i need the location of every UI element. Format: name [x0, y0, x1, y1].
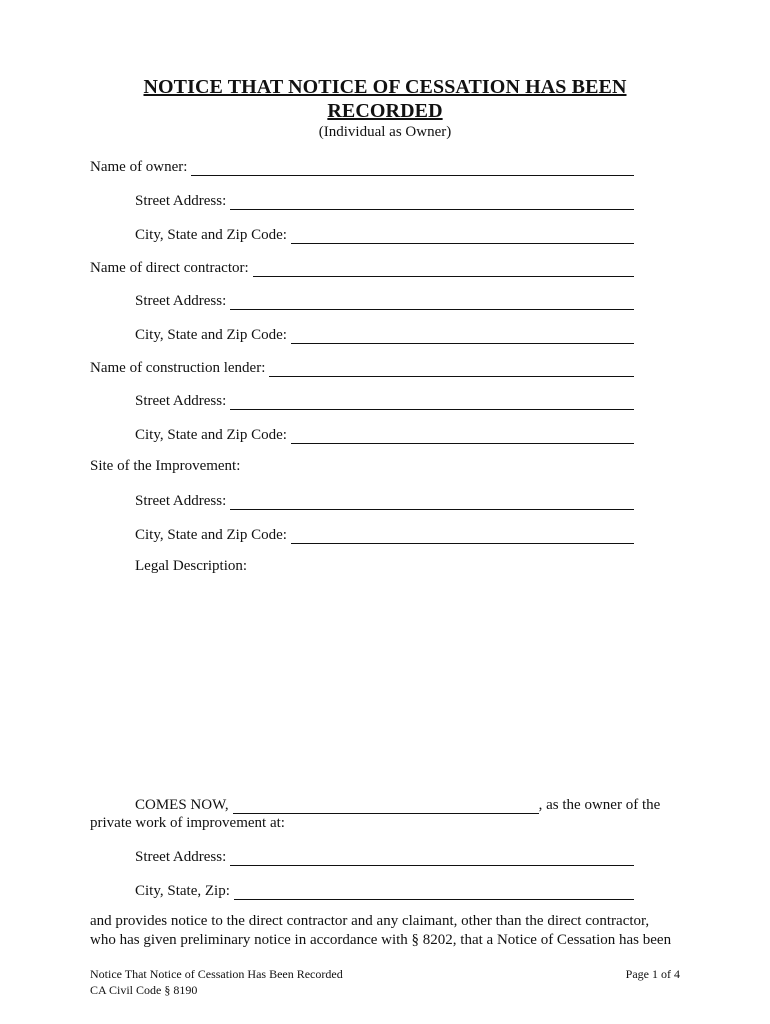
legal-description-area[interactable] [135, 582, 634, 782]
document-title-line2: RECORDED [327, 100, 443, 122]
site-street-field[interactable] [230, 494, 634, 510]
site-city-field[interactable] [291, 528, 634, 544]
owner-street-field[interactable] [230, 194, 634, 210]
notice-paragraph-line1: and provides notice to the direct contractor and any claimant, other than the direct contractor, [90, 913, 650, 929]
site-heading: Site of the Improvement: [90, 458, 241, 474]
contractor-city-label: City, State and Zip Code: [135, 327, 287, 343]
contractor-street-label: Street Address: [135, 293, 227, 309]
footer-doc-name: Notice That Notice of Cessation Has Been Recorded [90, 967, 343, 981]
improvement-street-row [135, 844, 634, 866]
lender-street-label: Street Address: [135, 393, 227, 409]
owner-street-row [135, 188, 634, 210]
document-title-line1: NOTICE THAT NOTICE OF CESSATION HAS BEEN [143, 76, 627, 98]
lender-city-row [135, 422, 634, 444]
site-street-label: Street Address: [135, 493, 227, 509]
contractor-city-field[interactable] [291, 328, 634, 344]
notice-paragraph-line2: who has given preliminary notice in accordance with § 8202, that a Notice of Cessation has been [90, 932, 672, 948]
owner-city-label: City, State and Zip Code: [135, 227, 287, 243]
footer-code-ref: CA Civil Code § 8190 [90, 983, 198, 997]
improvement-city-label: City, State, Zip: [135, 883, 230, 899]
improvement-street-field[interactable] [230, 850, 634, 866]
contractor-name-label: Name of direct contractor: [90, 260, 249, 276]
owner-city-row [135, 222, 634, 244]
footer-page-number: Page 1 of 4 [625, 967, 680, 981]
owner-declaration-field[interactable] [233, 798, 539, 814]
improvement-city-row [135, 878, 634, 900]
improvement-city-field[interactable] [234, 884, 634, 900]
notice-paragraph [90, 912, 680, 950]
comes-now-row [135, 792, 670, 814]
comes-now-line2: private work of improvement at: [90, 815, 285, 831]
lender-street-row [135, 388, 634, 410]
contractor-city-row [135, 322, 634, 344]
lender-name-label: Name of construction lender: [90, 360, 266, 376]
site-city-label: City, State and Zip Code: [135, 527, 287, 543]
site-street-row [135, 488, 634, 510]
owner-name-field[interactable] [191, 160, 634, 176]
document-subtitle: (Individual as Owner) [318, 124, 452, 140]
improvement-street-label: Street Address: [135, 849, 227, 865]
lender-name-field[interactable] [269, 361, 634, 377]
legal-description-label: Legal Description: [135, 558, 248, 574]
owner-city-field[interactable] [291, 228, 634, 244]
owner-name-row [90, 154, 634, 176]
lender-city-label: City, State and Zip Code: [135, 427, 287, 443]
owner-street-label: Street Address: [135, 193, 227, 209]
lender-city-field[interactable] [291, 428, 634, 444]
comes-now-prefix: COMES NOW, [135, 797, 229, 813]
site-city-row [135, 522, 634, 544]
contractor-name-field[interactable] [253, 261, 634, 277]
comes-now-suffix: , as the owner of the [538, 797, 661, 813]
lender-name-row [90, 355, 634, 377]
contractor-street-field[interactable] [230, 294, 634, 310]
contractor-street-row [135, 288, 634, 310]
contractor-name-row [90, 255, 634, 277]
owner-name-label: Name of owner: [90, 159, 188, 175]
lender-street-field[interactable] [230, 394, 634, 410]
